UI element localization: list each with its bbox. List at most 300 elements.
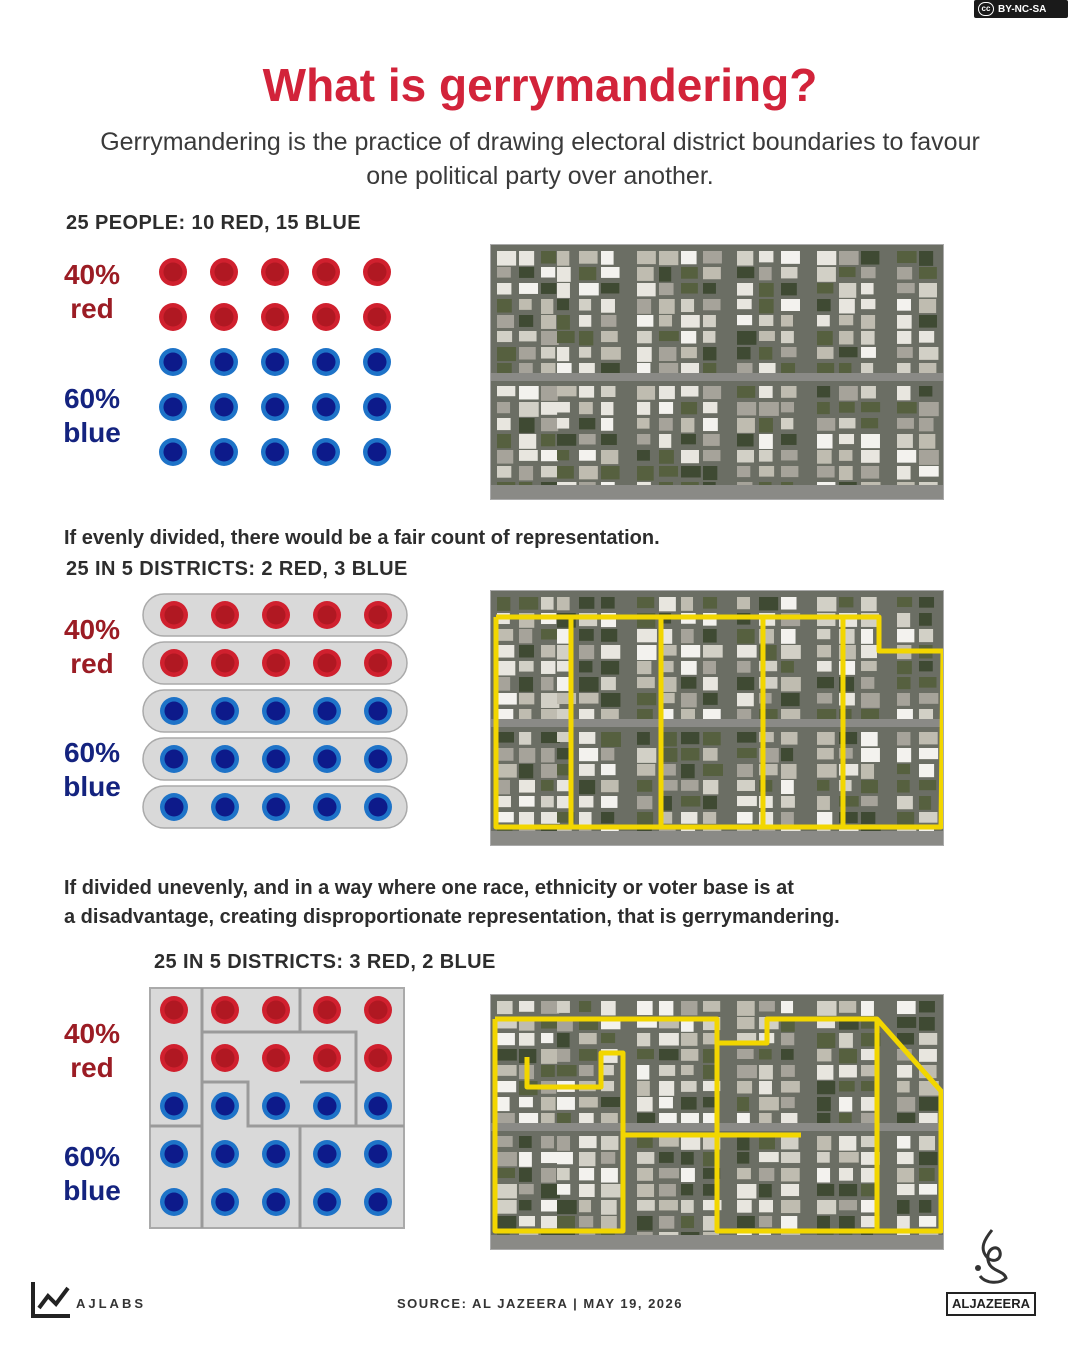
building-rooftop [737, 434, 754, 446]
building-rooftop [839, 1184, 857, 1196]
building-rooftop [681, 1033, 697, 1046]
building-rooftop [659, 1136, 679, 1147]
building-rooftop [839, 267, 856, 277]
building-rooftop [659, 597, 676, 611]
building-rooftop [659, 434, 671, 448]
building-rooftop [579, 1049, 597, 1061]
building-rooftop [897, 402, 917, 413]
building-rooftop [919, 450, 939, 465]
building-rooftop [519, 251, 534, 266]
building-rooftop [817, 748, 834, 759]
building-rooftop [817, 363, 834, 374]
building-rooftop [861, 283, 874, 294]
building-rooftop [541, 434, 555, 446]
building-rooftop [519, 796, 535, 807]
building-rooftop [497, 1081, 516, 1092]
building-rooftop [497, 1184, 517, 1198]
building-rooftop [897, 1216, 910, 1230]
building-rooftop [681, 347, 697, 358]
building-rooftop [817, 267, 836, 282]
building-rooftop [557, 283, 570, 298]
license-badge [974, 0, 1068, 18]
building-rooftop [897, 283, 915, 293]
building-rooftop [919, 1017, 935, 1031]
building-rooftop [897, 764, 910, 774]
building-rooftop [681, 251, 697, 264]
building-rooftop [637, 402, 650, 415]
building-rooftop [519, 1136, 532, 1148]
building-rooftop [703, 748, 718, 761]
building-rooftop [579, 1200, 591, 1212]
building-rooftop [817, 466, 835, 477]
section3-label: 25 IN 5 DISTRICTS: 3 RED, 2 BLUE [154, 951, 496, 973]
building-rooftop [919, 315, 937, 328]
building-rooftop [497, 645, 514, 658]
building-rooftop [839, 1081, 855, 1091]
building-rooftop [497, 1033, 515, 1045]
dot-core [265, 442, 284, 461]
building-rooftop [601, 434, 617, 445]
building-rooftop [637, 732, 650, 745]
building-rooftop [919, 812, 937, 823]
building-rooftop [861, 629, 873, 644]
building-rooftop [861, 347, 876, 358]
building-rooftop [497, 267, 511, 278]
building-rooftop [557, 450, 569, 460]
building-rooftop [781, 677, 801, 691]
dot-core [368, 653, 387, 672]
building-rooftop [557, 1200, 577, 1214]
building-rooftop [637, 1152, 654, 1164]
building-rooftop [919, 267, 937, 279]
building-rooftop [557, 1152, 573, 1164]
dot-core [316, 442, 335, 461]
building-rooftop [919, 402, 939, 416]
building-rooftop [681, 1097, 697, 1110]
dot-core [163, 397, 182, 416]
building-rooftop [681, 796, 700, 807]
dot-core [266, 1144, 285, 1163]
building-rooftop [897, 418, 914, 429]
building-rooftop [703, 693, 718, 705]
building-rooftop [839, 1113, 852, 1124]
building-rooftop [637, 1168, 653, 1181]
building-rooftop [703, 331, 715, 343]
building-rooftop [579, 1216, 593, 1227]
building-rooftop [919, 796, 931, 810]
road [491, 719, 943, 727]
building-rooftop [839, 331, 853, 344]
building-rooftop [737, 677, 754, 690]
building-rooftop [579, 315, 591, 327]
building-rooftop [919, 466, 939, 477]
building-rooftop [817, 732, 835, 745]
building-rooftop [737, 418, 755, 433]
building-rooftop [601, 1136, 618, 1150]
building-rooftop [541, 402, 557, 415]
building-rooftop [659, 1216, 674, 1229]
building-rooftop [703, 450, 720, 461]
building-rooftop [541, 1065, 555, 1077]
dot-core [164, 1096, 183, 1115]
building-rooftop [737, 1200, 752, 1213]
building-rooftop [497, 780, 510, 794]
building-rooftop [759, 283, 774, 297]
building-rooftop [703, 299, 721, 310]
building-rooftop [681, 267, 698, 279]
building-rooftop [759, 597, 778, 610]
building-rooftop [737, 402, 756, 415]
building-rooftop [703, 661, 716, 674]
building-rooftop [519, 299, 532, 310]
building-rooftop [703, 418, 718, 431]
building-rooftop [897, 251, 917, 263]
building-rooftop [681, 1136, 700, 1150]
dot-core [266, 749, 285, 768]
building-rooftop [703, 780, 718, 794]
building-rooftop [497, 283, 511, 295]
building-rooftop [601, 1152, 615, 1164]
building-rooftop [759, 315, 773, 326]
building-rooftop [919, 1184, 937, 1195]
building-rooftop [781, 732, 797, 745]
building-rooftop [681, 1200, 694, 1213]
building-rooftop [737, 1017, 755, 1029]
building-rooftop [897, 677, 911, 689]
building-rooftop [659, 299, 675, 314]
blue-percent: 60% [63, 737, 121, 768]
building-rooftop [637, 1113, 655, 1125]
building-rooftop [861, 812, 875, 824]
dot-core [164, 1000, 183, 1019]
building-rooftop [919, 693, 938, 704]
building-rooftop [497, 299, 512, 313]
building-rooftop [579, 402, 593, 414]
building-rooftop [861, 764, 874, 779]
building-rooftop [601, 812, 614, 824]
building-rooftop [579, 386, 594, 398]
building-rooftop [897, 267, 912, 279]
building-rooftop [897, 748, 911, 762]
building-rooftop [637, 629, 657, 642]
building-rooftop [557, 1033, 570, 1047]
building-rooftop [861, 299, 875, 309]
building-rooftop [759, 1081, 772, 1094]
building-rooftop [637, 434, 650, 444]
building-rooftop [897, 315, 912, 329]
building-rooftop [579, 267, 596, 280]
section2-blue-pct [52, 736, 132, 804]
building-rooftop [817, 450, 832, 464]
building-rooftop [681, 434, 696, 444]
building-rooftop [919, 677, 936, 688]
building-rooftop [579, 764, 595, 776]
building-rooftop [519, 283, 538, 294]
building-rooftop [659, 1168, 679, 1178]
building-rooftop [781, 386, 797, 398]
building-rooftop [737, 1049, 754, 1059]
source-and-date: SOURCE: AL JAZEERA | MAY 19, 2026 [396, 1296, 683, 1311]
building-rooftop [817, 693, 832, 704]
building-rooftop [839, 1216, 855, 1229]
building-rooftop [601, 1216, 617, 1231]
building-rooftop [759, 331, 775, 341]
note-line-2: a disadvantage, creating disproportionate representation, that is gerrymandering. [64, 906, 840, 928]
building-rooftop [579, 450, 596, 461]
building-rooftop [557, 1184, 570, 1195]
building-rooftop [681, 1065, 694, 1075]
building-rooftop [497, 693, 517, 705]
building-rooftop [817, 1216, 830, 1229]
building-rooftop [817, 1152, 830, 1163]
building-rooftop [897, 597, 912, 607]
building-rooftop [681, 661, 697, 675]
building-rooftop [579, 732, 595, 744]
dot-core [266, 1048, 285, 1067]
building-rooftop [681, 597, 693, 611]
building-rooftop [897, 1200, 910, 1214]
building-rooftop [579, 347, 591, 358]
dot-core [164, 797, 183, 816]
building-rooftop [781, 315, 793, 327]
ajlabs-brand: AJLABS [76, 1296, 147, 1311]
building-rooftop [781, 661, 794, 673]
building-rooftop [861, 709, 879, 719]
building-rooftop [601, 1168, 618, 1183]
building-rooftop [579, 418, 595, 429]
dot-core [215, 1000, 234, 1019]
dot-core [317, 1048, 336, 1067]
building-rooftop [541, 251, 556, 264]
dot-core [266, 1096, 285, 1115]
creative-commons-icon: cc [978, 2, 994, 16]
building-rooftop [541, 315, 556, 329]
building-rooftop [519, 450, 538, 461]
building-rooftop [557, 1168, 570, 1180]
dot-core [317, 1096, 336, 1115]
building-rooftop [681, 1216, 694, 1228]
building-rooftop [637, 418, 650, 429]
building-rooftop [737, 748, 757, 758]
building-rooftop [781, 299, 800, 311]
building-rooftop [703, 1065, 716, 1079]
building-rooftop [781, 645, 801, 659]
building-rooftop [519, 677, 533, 692]
building-rooftop [817, 331, 833, 345]
building-rooftop [557, 1001, 570, 1013]
building-rooftop [737, 283, 753, 296]
building-rooftop [897, 1168, 914, 1182]
building-rooftop [781, 597, 797, 610]
building-rooftop [637, 331, 652, 343]
dot-core [317, 605, 336, 624]
building-rooftop [919, 418, 934, 431]
building-rooftop [703, 347, 716, 360]
dot-core [214, 352, 233, 371]
building-rooftop [919, 1136, 935, 1150]
building-rooftop [781, 629, 796, 644]
building-rooftop [897, 1001, 916, 1014]
building-rooftop [541, 629, 559, 640]
dot-core [164, 1144, 183, 1163]
building-rooftop [681, 1001, 697, 1015]
dot-core [367, 262, 386, 281]
building-rooftop [703, 796, 717, 809]
building-rooftop [817, 402, 830, 414]
building-rooftop [817, 299, 831, 311]
building-rooftop [637, 812, 653, 827]
building-rooftop [557, 1216, 575, 1230]
building-rooftop [541, 299, 553, 314]
building-rooftop [861, 1097, 876, 1111]
building-rooftop [519, 331, 537, 341]
building-rooftop [781, 1184, 799, 1196]
section1-red-pct [52, 258, 132, 326]
building-rooftop [637, 466, 654, 481]
dot-core [215, 1144, 234, 1163]
building-rooftop [637, 1033, 650, 1046]
building-rooftop [759, 267, 772, 280]
building-rooftop [541, 677, 553, 690]
building-rooftop [817, 780, 829, 791]
building-rooftop [759, 418, 773, 433]
building-rooftop [497, 812, 514, 822]
building-rooftop [897, 1152, 914, 1164]
building-rooftop [579, 466, 598, 479]
building-rooftop [579, 677, 599, 692]
building-rooftop [601, 748, 614, 760]
building-rooftop [659, 1184, 676, 1196]
building-rooftop [759, 1097, 779, 1110]
building-rooftop [759, 466, 774, 477]
building-rooftop [659, 1097, 673, 1108]
building-rooftop [781, 1081, 800, 1093]
building-rooftop [579, 693, 598, 704]
building-rooftop [659, 466, 678, 477]
building-rooftop [557, 1049, 570, 1062]
building-rooftop [519, 402, 539, 417]
building-rooftop [861, 402, 880, 412]
red-word: red [70, 648, 114, 679]
section3-note [64, 874, 840, 932]
dot-core [265, 262, 284, 281]
building-rooftop [541, 796, 554, 807]
dot-core [215, 605, 234, 624]
building-rooftop [781, 693, 800, 706]
building-rooftop [817, 661, 832, 672]
dot-core [266, 653, 285, 672]
building-rooftop [737, 661, 751, 673]
building-rooftop [681, 466, 701, 477]
road [491, 373, 943, 381]
building-rooftop [861, 315, 875, 329]
building-rooftop [681, 1081, 697, 1092]
dot-core [163, 307, 182, 326]
building-rooftop [579, 1168, 594, 1180]
building-rooftop [737, 251, 753, 266]
building-rooftop [579, 283, 599, 295]
dot-core [368, 1192, 387, 1211]
dot-core [266, 797, 285, 816]
building-rooftop [637, 748, 656, 763]
building-rooftop [919, 386, 932, 397]
building-rooftop [579, 748, 598, 761]
building-rooftop [659, 331, 679, 341]
building-rooftop [897, 732, 910, 745]
building-rooftop [759, 386, 773, 398]
building-rooftop [839, 1152, 859, 1163]
building-rooftop [579, 709, 594, 719]
dot-core [317, 701, 336, 720]
building-rooftop [919, 661, 933, 671]
dot-core [214, 262, 233, 281]
building-rooftop [759, 402, 779, 416]
building-rooftop [557, 267, 571, 282]
building-rooftop [601, 764, 616, 775]
building-rooftop [817, 1168, 830, 1182]
building-rooftop [681, 764, 695, 778]
building-rooftop [861, 418, 878, 428]
building-rooftop [659, 1001, 673, 1015]
building-rooftop [737, 629, 755, 644]
building-rooftop [839, 418, 855, 428]
blue-percent: 60% [63, 383, 121, 414]
building-rooftop [557, 434, 576, 446]
building-rooftop [817, 386, 830, 397]
building-rooftop [703, 1001, 720, 1012]
blue-word: blue [63, 1175, 121, 1206]
building-rooftop [737, 347, 751, 359]
building-rooftop [839, 1168, 853, 1181]
building-rooftop [817, 1049, 831, 1061]
building-rooftop [839, 1065, 857, 1077]
building-rooftop [897, 812, 914, 826]
building-rooftop [737, 780, 755, 791]
dot-core [164, 749, 183, 768]
dot-core [163, 442, 182, 461]
building-rooftop [897, 434, 913, 448]
dot-core [164, 1048, 183, 1067]
building-rooftop [817, 812, 832, 827]
building-rooftop [861, 1001, 874, 1016]
building-rooftop [601, 450, 618, 464]
building-rooftop [759, 1049, 772, 1060]
building-rooftop [557, 661, 569, 672]
building-rooftop [579, 645, 594, 659]
building-rooftop [861, 450, 880, 463]
building-rooftop [601, 629, 617, 642]
building-rooftop [759, 1001, 775, 1011]
building-rooftop [681, 1184, 693, 1195]
building-rooftop [703, 597, 717, 609]
building-rooftop [817, 796, 830, 810]
building-rooftop [839, 386, 858, 401]
dot-core [316, 352, 335, 371]
building-rooftop [839, 597, 853, 607]
dot-core [164, 1192, 183, 1211]
dot-core [164, 701, 183, 720]
building-rooftop [897, 1065, 912, 1078]
building-rooftop [637, 251, 656, 264]
building-rooftop [781, 1033, 794, 1045]
building-rooftop [781, 267, 797, 278]
building-rooftop [839, 450, 852, 461]
red-word: red [70, 293, 114, 324]
building-rooftop [637, 267, 654, 281]
aljazeera-wordmark: ALJAZEERA [946, 1292, 1036, 1316]
dot-core [214, 397, 233, 416]
building-rooftop [637, 764, 655, 776]
